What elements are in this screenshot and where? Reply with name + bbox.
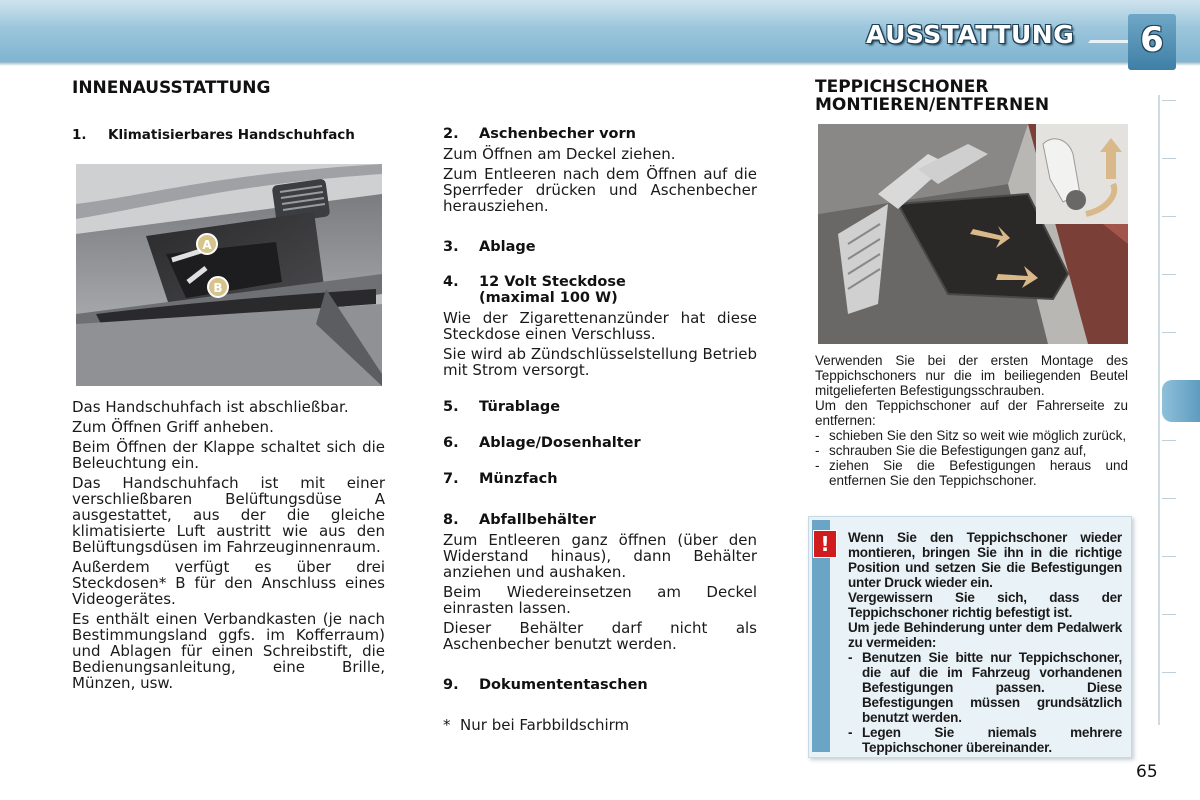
paragraph: Zum Entleeren nach dem Öffnen auf die Sperrfeder drücken und Aschenbecher herausziehen. bbox=[443, 165, 757, 215]
item-number: 9. bbox=[443, 677, 459, 693]
item-title: Türablage bbox=[479, 399, 561, 415]
side-tab[interactable] bbox=[1162, 614, 1176, 615]
side-tab[interactable] bbox=[1162, 498, 1176, 499]
item-title: Ablage bbox=[479, 239, 536, 255]
removal-steps bbox=[815, 428, 1128, 488]
side-tab[interactable] bbox=[1162, 100, 1176, 101]
item-heading-3 bbox=[443, 239, 757, 255]
paragraph: Wie der Zigarettenanzünder hat diese Steckdose einen Verschluss. bbox=[443, 309, 757, 343]
paragraph: Dieser Behälter darf nicht als Aschenbecher benutzt werden. bbox=[443, 619, 757, 653]
paragraph: Sie wird ab Zündschlüsselstellung Betrieb mit Strom versorgt. bbox=[443, 345, 757, 379]
page-title: AUSSTATTUNG bbox=[866, 20, 1075, 49]
item-number: 6. bbox=[443, 435, 459, 451]
item-number: 8. bbox=[443, 512, 459, 528]
paragraph: Das Handschuhfach ist mit einer verschließbaren Belüftungsdüse A ausgestattet, aus der die gleiche klimatisierte Luft austritt wie aus den Belüftungsdüsen im Fahrzeuginnenraum. bbox=[72, 474, 385, 556]
paragraph: Verwenden Sie bei der ersten Montage des Teppichschoners nur die im beiliegenden Beutel mitgelieferten Befestigungsschrauben. bbox=[815, 353, 1128, 398]
side-tab[interactable] bbox=[1162, 332, 1176, 333]
item-title: Ablage/Dosenhalter bbox=[479, 435, 641, 451]
item-heading-9 bbox=[443, 677, 757, 693]
paragraph: Beim Wiedereinsetzen am Deckel einrasten lassen. bbox=[443, 583, 757, 617]
paragraph: Vergewissern Sie sich, dass der Teppichschoner richtig befestigt ist. bbox=[848, 590, 1122, 620]
item-title: 12 Volt Steckdose bbox=[479, 274, 626, 290]
item-title: Abfallbehälter bbox=[479, 512, 596, 528]
side-tab[interactable] bbox=[1162, 158, 1176, 159]
item-number: 3. bbox=[443, 239, 459, 255]
paragraph: Beim Öffnen der Klappe schaltet sich die Beleuchtung ein. bbox=[72, 438, 385, 472]
paragraph: Um den Teppichschoner auf der Fahrerseite zu entfernen: bbox=[815, 398, 1128, 428]
side-tab[interactable] bbox=[1162, 216, 1176, 217]
item-number: 2. bbox=[443, 126, 459, 142]
warning-list bbox=[848, 650, 1122, 755]
side-tab[interactable] bbox=[1162, 440, 1176, 441]
paragraph: Wenn Sie den Teppichschoner wieder montieren, bringen Sie ihn in die richtige Position und setzen Sie die Befestigungen unter Druck wieder ein. bbox=[848, 530, 1122, 590]
figure-label-a: A bbox=[202, 238, 212, 252]
paragraph: Zum Öffnen Griff anheben. bbox=[72, 418, 274, 436]
side-tab[interactable] bbox=[1162, 556, 1176, 557]
item-title-line2: (maximal 100 W) bbox=[479, 290, 618, 306]
list-item: - ziehen Sie die Befestigungen heraus und entfernen Sie den Teppichschoner. bbox=[815, 458, 1128, 488]
paragraph: Zum Öffnen am Deckel ziehen. bbox=[443, 145, 676, 163]
side-tab[interactable] bbox=[1162, 274, 1176, 275]
side-tab-active[interactable] bbox=[1162, 380, 1200, 422]
item-title: Münzfach bbox=[479, 471, 558, 487]
side-tab[interactable] bbox=[1162, 672, 1176, 673]
item-heading-4 bbox=[443, 274, 757, 306]
item-heading-6 bbox=[443, 435, 757, 451]
list-item: - schieben Sie den Sitz so weit wie möglich zurück, bbox=[815, 428, 1128, 443]
title-line: MONTIEREN/ENTFERNEN bbox=[815, 95, 1050, 115]
paragraph: Um jede Behinderung unter dem Pedalwerk zu vermeiden: bbox=[848, 620, 1122, 650]
paragraph: Außerdem verfügt es über drei Steckdosen* B für den Anschluss eines Videogerätes. bbox=[72, 558, 385, 608]
item-heading-8 bbox=[443, 512, 757, 528]
list-item: - Legen Sie niemals mehrere Teppichschoner übereinander. bbox=[848, 725, 1122, 755]
list-item: - Benutzen Sie bitte nur Teppichschoner, die auf die im Fahrzeug vorhandenen Befestigungen passen. Diese Befestigungen müssen grundsätzlich benutzt werden. bbox=[848, 650, 1122, 725]
item-heading-1 bbox=[72, 127, 355, 143]
item-number: 7. bbox=[443, 471, 459, 487]
figure-label-b: B bbox=[213, 281, 223, 295]
item-heading-2 bbox=[443, 126, 757, 142]
item-number: 5. bbox=[443, 399, 459, 415]
item-title: Klimatisierbares Handschuhfach bbox=[108, 127, 355, 143]
chapter-number: 6 bbox=[1140, 20, 1164, 60]
warning-icon: ! bbox=[813, 530, 837, 558]
item-title: Aschenbecher vorn bbox=[479, 126, 636, 142]
title-line: TEPPICHSCHONER bbox=[815, 77, 989, 97]
section-title-innenausstattung: INNENAUSSTATTUNG bbox=[72, 78, 271, 98]
left-body-text bbox=[72, 399, 385, 691]
floor-mat-photo bbox=[818, 124, 1128, 344]
right-body-text bbox=[815, 353, 1128, 488]
item-number: 4. bbox=[443, 274, 459, 290]
list-item: - schrauben Sie die Befestigungen ganz auf, bbox=[815, 443, 1128, 458]
item-heading-5 bbox=[443, 399, 757, 415]
item-heading-7 bbox=[443, 471, 757, 487]
paragraph: Das Handschuhfach ist abschließbar. bbox=[72, 398, 349, 416]
footnote: * Nur bei Farbbildschirm bbox=[443, 716, 630, 734]
middle-column bbox=[443, 126, 757, 733]
page-number: 65 bbox=[1136, 762, 1158, 782]
warning-text bbox=[848, 530, 1122, 755]
paragraph: Es enthält einen Verbandkasten (je nach Bestimmungsland ggfs. im Kofferraum) und Ablagen für einen Schreibstift, die Bedienungsanleitung, eine Brille, Münzen, usw. bbox=[72, 610, 385, 692]
paragraph: Zum Entleeren ganz öffnen (über den Widerstand hinaus), dann Behälter anziehen und aushaken. bbox=[443, 531, 757, 581]
item-number: 1. bbox=[72, 127, 87, 143]
header-shadow bbox=[0, 62, 1200, 66]
item-title: Dokumententaschen bbox=[479, 677, 648, 693]
glovebox-photo bbox=[76, 164, 382, 386]
section-title-teppichschoner bbox=[815, 78, 1049, 114]
